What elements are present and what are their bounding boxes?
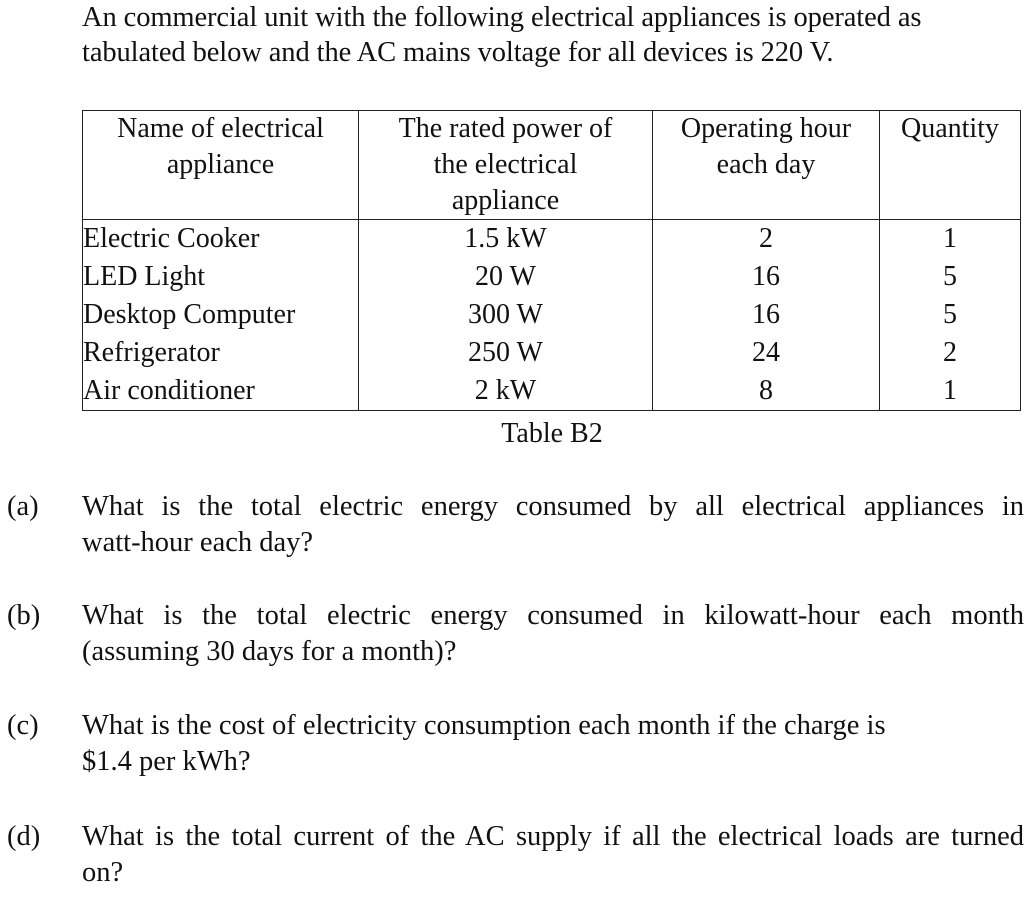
- table-row: [83, 296, 1021, 334]
- cell-appliance-name: Desktop Computer: [83, 296, 359, 334]
- question-text: What is the total current of the AC supply if all the electrical loads are turned on?: [82, 821, 1024, 888]
- question-label: (c): [7, 710, 39, 741]
- cell-appliance-name: Electric Cooker: [83, 220, 359, 259]
- header-rated-power: The rated power of the electrical appliance: [359, 111, 653, 220]
- cell-rated-power: 300 W: [359, 296, 653, 334]
- intro-paragraph: [82, 0, 1022, 70]
- cell-rated-power: 2 kW: [359, 372, 653, 411]
- table-row: [83, 334, 1021, 372]
- table-caption: Table B2: [501, 418, 603, 449]
- intro-line-2: tabulated below and the AC mains voltage for all devices is 220 V.: [82, 37, 834, 68]
- cell-appliance-name: Refrigerator: [83, 334, 359, 372]
- cell-appliance-name: Air conditioner: [83, 372, 359, 411]
- cell-operating-hours: 16: [653, 258, 880, 296]
- header-quantity: Quantity: [880, 111, 1021, 220]
- question-label: (d): [7, 821, 41, 852]
- cell-quantity: 1: [880, 372, 1021, 411]
- table-row: [83, 372, 1021, 411]
- cell-operating-hours: 8: [653, 372, 880, 411]
- question-text: What is the total electric energy consumed in kilowatt-hour each month (assuming 30 days for a month)?: [82, 600, 1024, 667]
- cell-appliance-name: LED Light: [83, 258, 359, 296]
- cell-rated-power: 1.5 kW: [359, 220, 653, 259]
- header-operating-hour: Operating hour each day: [653, 111, 880, 220]
- cell-quantity: 1: [880, 220, 1021, 259]
- question-label: (b): [7, 600, 41, 631]
- cell-quantity: 5: [880, 258, 1021, 296]
- cell-operating-hours: 16: [653, 296, 880, 334]
- cell-rated-power: 250 W: [359, 334, 653, 372]
- question-text: What is the cost of electricity consumption each month if the charge is $1.4 per kWh?: [82, 710, 886, 777]
- cell-operating-hours: 24: [653, 334, 880, 372]
- question-text: What is the total electric energy consumed by all electrical appliances in watt-hour each day?: [82, 491, 1024, 558]
- table-row: [83, 220, 1021, 259]
- table-row: [83, 258, 1021, 296]
- cell-operating-hours: 2: [653, 220, 880, 259]
- cell-rated-power: 20 W: [359, 258, 653, 296]
- header-appliance-name: Name of electrical appliance: [83, 111, 359, 220]
- question-label: (a): [7, 491, 39, 522]
- appliance-table: [82, 110, 1021, 411]
- table-header-row: [83, 111, 1021, 220]
- intro-line-1: An commercial unit with the following electrical appliances is operated as: [82, 2, 922, 33]
- cell-quantity: 2: [880, 334, 1021, 372]
- cell-quantity: 5: [880, 296, 1021, 334]
